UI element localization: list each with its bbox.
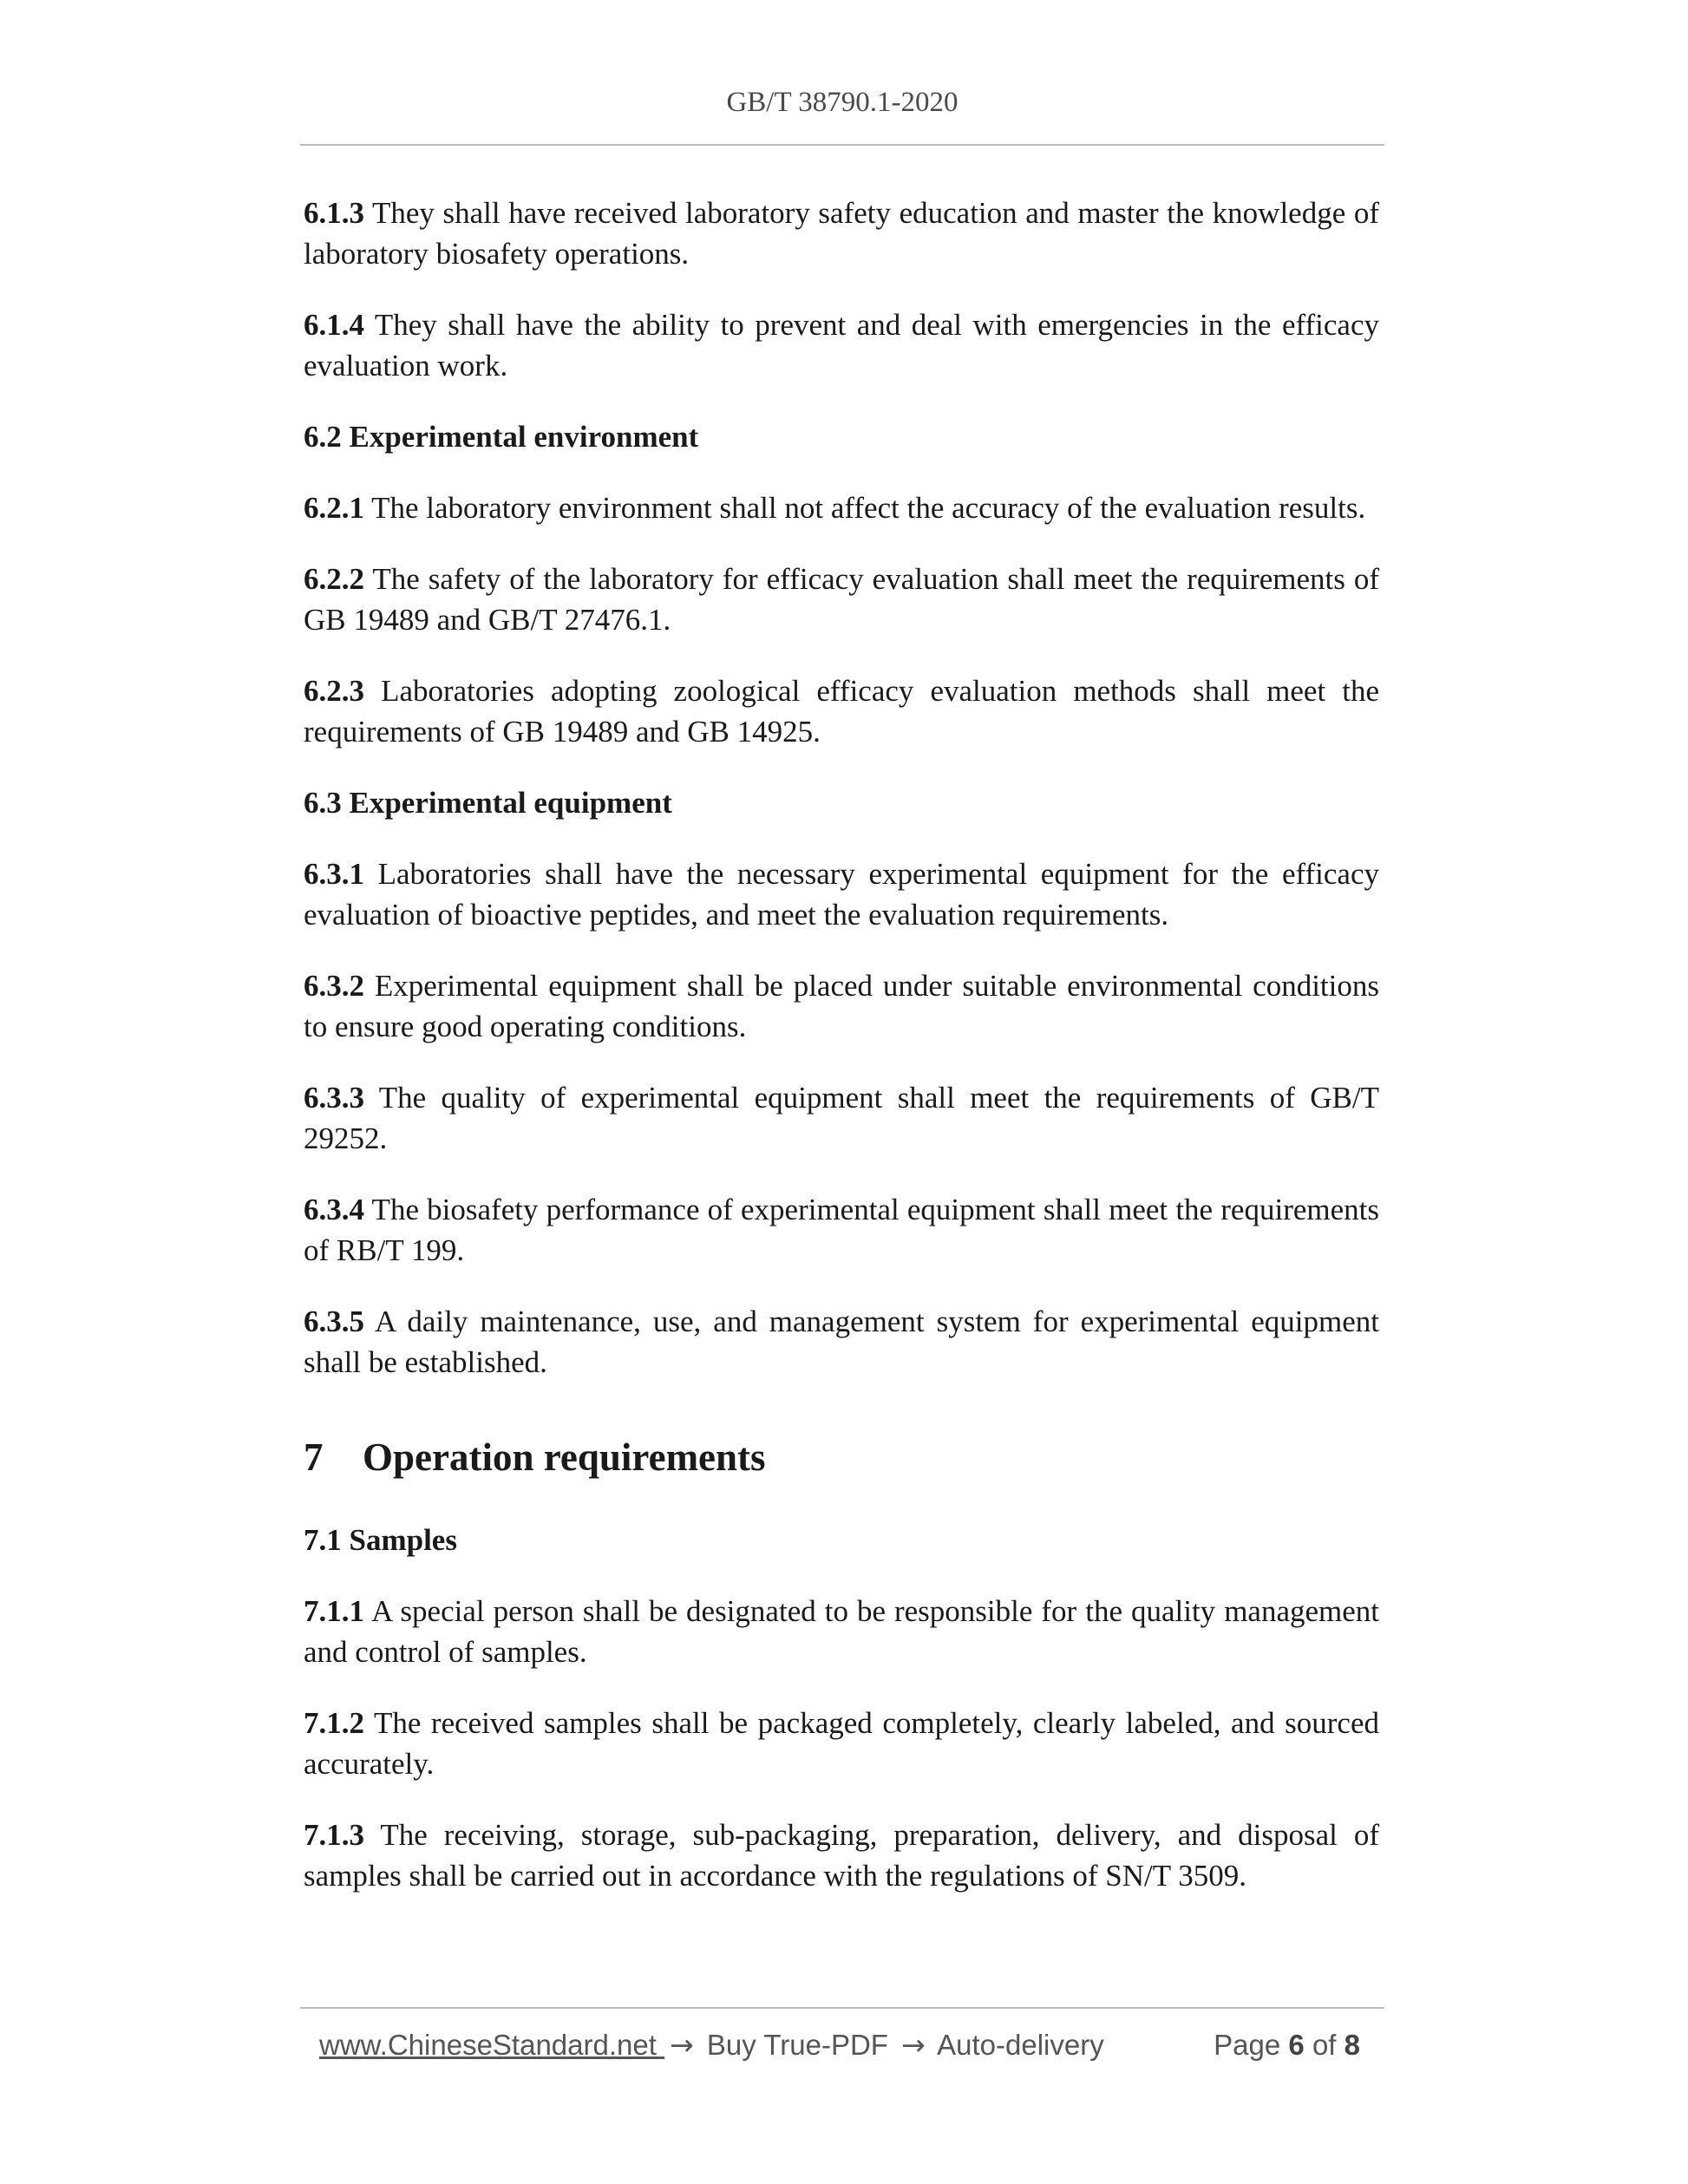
clause-6-3-3 — [304, 1077, 1379, 1159]
clause-text: A special person shall be designated to be responsible for the quality management and control of samples. — [304, 1594, 1379, 1669]
clause-number: 6.1.3 — [304, 196, 364, 230]
total-page-number: 8 — [1344, 2029, 1360, 2061]
subsection-heading-6-3: 6.3 Experimental equipment — [304, 786, 672, 820]
clause-6-2-1 — [304, 487, 1379, 528]
clause-7-1-2 — [304, 1703, 1379, 1784]
clause-number: 6.2.1 — [304, 491, 364, 525]
clause-number: 6.2.3 — [304, 674, 364, 708]
arrow-right-icon: → — [670, 2028, 694, 2062]
of-label: of — [1304, 2029, 1345, 2061]
clause-7-1-3 — [304, 1815, 1379, 1896]
clause-number: 6.3.2 — [304, 969, 364, 1003]
clause-number: 6.2.2 — [304, 562, 364, 596]
site-link[interactable]: www.ChineseStandard.net — [319, 2029, 665, 2061]
page-indicator — [1214, 2026, 1360, 2064]
clause-text: They shall have received laboratory safety education and master the knowledge of laboratory biosafety operations. — [304, 196, 1379, 271]
section-heading-7 — [304, 1433, 1379, 1481]
clause-text: They shall have the ability to prevent and deal with emergencies in the efficacy evaluation work. — [304, 308, 1379, 383]
clause-text: The laboratory environment shall not affect the accuracy of the evaluation results. — [364, 491, 1366, 525]
footer-promo — [319, 2029, 1104, 2061]
clause-text: Laboratories adopting zoological efficacy evaluation methods shall meet the requirements of GB 19489 and GB 14925. — [304, 674, 1379, 749]
clause-number: 7.1.2 — [304, 1706, 364, 1740]
clause-text: Experimental equipment shall be placed under suitable environmental conditions to ensure good operating conditions. — [304, 969, 1379, 1043]
clause-6-3-2 — [304, 965, 1379, 1047]
clause-6-3-1 — [304, 853, 1379, 935]
section-title-text: Operation requirements — [363, 1435, 766, 1479]
subsection-heading-7-1: 7.1 Samples — [304, 1523, 457, 1557]
clause-text: The received samples shall be packaged completely, clearly labeled, and sourced accurately. — [304, 1706, 1379, 1781]
clause-number: 7.1.1 — [304, 1594, 364, 1628]
page-footer — [319, 2026, 1369, 2064]
clause-number: 7.1.3 — [304, 1818, 364, 1852]
subsection-heading-6-2: 6.2 Experimental environment — [304, 420, 699, 454]
clause-text: The biosafety performance of experimental equipment shall meet the requirements of RB/T 199. — [304, 1193, 1379, 1267]
document-code-header: GB/T 38790.1-2020 — [726, 87, 958, 118]
clause-text: A daily maintenance, use, and management system for experimental equipment shall be established. — [304, 1305, 1379, 1379]
clause-text: Laboratories shall have the necessary experimental equipment for the efficacy evaluation of bioactive peptides, and meet the evaluation requirements. — [304, 857, 1379, 932]
arrow-right-icon: → — [901, 2028, 926, 2062]
buy-true-pdf-text: Buy True-PDF — [698, 2029, 897, 2061]
clause-number: 6.3.5 — [304, 1305, 364, 1338]
clause-6-3-4 — [304, 1189, 1379, 1271]
clause-6-1-4 — [304, 304, 1379, 386]
section-number: 7 — [304, 1435, 324, 1479]
footer-divider — [300, 2007, 1384, 2009]
clause-6-1-3 — [304, 193, 1379, 274]
clause-6-3-5 — [304, 1301, 1379, 1383]
clause-number: 6.3.3 — [304, 1081, 364, 1115]
clause-7-1-1 — [304, 1591, 1379, 1672]
clause-6-2-2 — [304, 559, 1379, 640]
clause-text: The quality of experimental equipment shall meet the requirements of GB/T 29252. — [304, 1081, 1379, 1155]
clause-number: 6.3.4 — [304, 1193, 364, 1226]
header-divider — [300, 144, 1384, 146]
current-page-number: 6 — [1288, 2029, 1305, 2061]
clause-number: 6.3.1 — [304, 857, 364, 891]
clause-6-2-3 — [304, 670, 1379, 752]
auto-delivery-text: Auto-delivery — [930, 2029, 1104, 2061]
clause-text: The receiving, storage, sub-packaging, preparation, delivery, and disposal of samples shall be carried out in accordance with the regulations of SN/T 3509. — [304, 1818, 1379, 1893]
document-body — [304, 193, 1379, 1926]
clause-number: 6.1.4 — [304, 308, 364, 342]
page-label: Page — [1214, 2029, 1289, 2061]
clause-text: The safety of the laboratory for efficacy evaluation shall meet the requirements of GB 19489 and GB/T 27476.1. — [304, 562, 1379, 637]
